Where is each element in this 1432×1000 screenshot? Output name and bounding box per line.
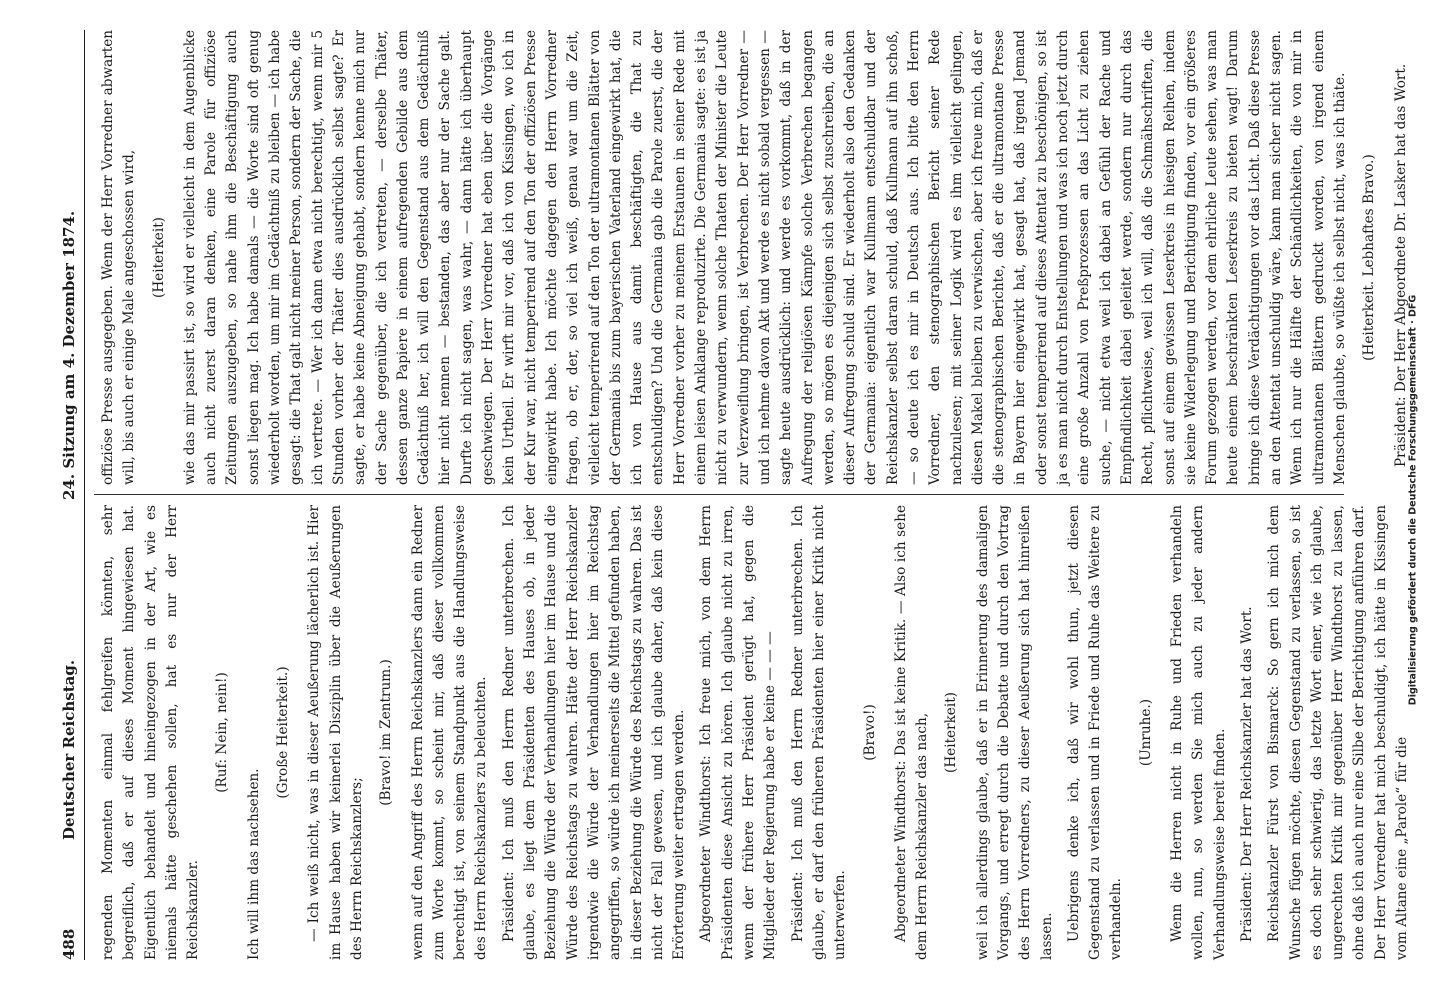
paragraph: wenn auf den Angriff des Herrn Reichskanzlers dann ein Redner zum Worte kommt, so scheint mir, daß dieser vollkommen berechtigt ist, von seinem Standpunkt aus die Handlungsweise des Herrn Reichskanzlers zu beleuchten. [409, 505, 490, 960]
column-divider [94, 494, 1344, 495]
paragraph: Abgeordneter Windthorst: Ich freue mich, von dem Herrn Präsidenten diese Ansicht zu hören. Ich glaube nicht zu irren, wenn der frühere Herr Präsident gerügt hat, gegen die Mitglieder der Regierung habe er keine — — — [698, 505, 779, 960]
interjection: (Bravo! im Zentrum.) [378, 659, 395, 806]
rotated-page [58, 30, 1411, 960]
interjection: (Ruf: Nein, nein!) [214, 672, 231, 793]
right-column [98, 30, 1409, 485]
interjection: (Heiterkeit. Lebhaftes Bravo.) [1361, 154, 1378, 361]
left-column [98, 505, 1411, 960]
interjection: (Heiterkeit) [943, 692, 960, 773]
digitization-credit: Digitalisierung gefördert durch die Deutsche Forschungsgemeinschaft · DFG [1407, 294, 1419, 706]
paragraph: weil ich allerdings glaube, daß er in Erinnerung des damaligen Vorgangs, und erregt durch die Debatte und durch den Vortrag des Herrn Vorredners, zu dieser Aeußerung sich hat hinreißen lassen. [974, 505, 1055, 960]
paragraph: wie das mir passirt ist, so wird er vielleicht in dem Augenblicke auch nicht zuerst daran denken, eine Parole für offiziöse Zeitungen auszugeben, so nahe ihm die Beschäftigung auch sonst liegen mag. Ich habe damals — die Worte sind oft genug wiederholt worden, um mir im Gedächtniß zu bleiben — ich habe gesagt: die That galt nicht meiner Person, sondern der Sache, die ich vertrete. — Wer ich dann etwa nicht berechtigt, wenn mir 5 Stunden vorher der Thäter dies ausdrücklich selbst sagte? Er sagte, er habe keine Abneigung gehabt, sondern kenne mich nur der Sache gegenüber, die ich vertreten, — derselbe Thäter, dessen ganze Papiere in einem aufregenden Gebilde aus dem Gedächtniß her, ich will den Gegenstand aus dem Gedächtniß hier nicht nennen — bestanden, das aber nur der Sache galt. Durfte ich nicht sagen, was wahr, — dann hätte ich überhaupt geschwiegen. Der Herr Vorredner hat eben über die Vorgänge kein Urtheil. Er wirft mir vor, daß ich von Kissingen, wo ich in der Kur war, nicht temperirend auf den Ton der offiziösen Presse eingewirkt habe. Ich möchte dagegen den Herrn Vorredner fragen, ob er, der, so viel ich weiß, genau war um die Zeit, vielleicht temperirend auf den Ton der ultramontanen Blätter von der Germania bis zum bayerischen Vaterland eingewirkt hat, die ich von Hause aus damit beschäftigten, die That zu entschuldigen? Und die Germania gab die Parole zuerst, die der Herr Vorredner vorher zu meinem Erstaunen in seiner Rede mit einem leisen Anklange reproduzirte. Die Germania sagte: es ist ja nicht zu verwundern, wenn solche Thaten der Minister die Leute zur Verzweiflung bringen, ist Verbrechen. Der Herr Vorredner — und ich nehme davon Akt und werde es nicht sobald vergessen — sagte heute ausdrücklich: und werde es vorkommt, daß in der Aufregung der religiösen Kämpfe solche Verbrechen begangen werden, so mögen es diejenigen sich selbst zuschreiben, die an dieser Aufregung schuld sind. Er wiederholt also den Gedanken der Germania: eigentlich war Kullmann entschuldbar und der Reichskanzler selbst daran schuld, daß Kullmann auf ihn schoß, — so deute ich es mir in Deutsch aus. Ich bitte den Herrn Vorredner, den stenographischen Bericht seiner Rede nachzulesen; mit seiner Logik wird es ihm vielleicht gelingen, diesen Makel bleiben zu verwischen, aber ich freue mich, daß er die stenographischen Berichte, daß er die ultramontane Presse in Bayern hier eingewirkt hat, gesagt hat, daß irgend Jemand oder sonst temperirend auf dieses Attentat zu beschönigen, so ist ja es man nicht durch Entstellungen und was ich noch jetzt durch eine große Anzahl von Preßprozessen an das Licht zu ziehen suche, — nicht etwa weil ich dabei an Gefühl der Rache und Empfindlichkeit dabei geleitet werde, sondern nur durch das Recht, pflichtweise, weil ich will, daß die Schmähschriften, die sonst auf einem gewissen Leserkreis in hiesigen Reihen, indem sie keine Widerlegung und Berichtigung finden, vor ein größeres Forum gezogen werden, vor dem ehrliche Leute sehen, was man heute einem beschränkten Leserkreis zu bieten wagt! Darum bringe ich diese Verdächtigungen vor das Licht. Daß diese Presse an den Attentat unschuldig wäre, kann man sicher nicht sagen. Wenn ich nur die Hälfte der Schändlichkeiten, die von mir in ultramontanen Blättern gedruckt worden, von irgend einem Menschen glaubte, so wüßte ich selbst nicht, was ich thäte. [181, 30, 1348, 485]
session-date: 24. Sitzung am 4. Dezember 1874. [60, 210, 78, 500]
page-number: 488 [60, 928, 78, 960]
paragraph: Reichskanzler Fürst von Bismarck: So gern ich mich dem Wunsche fügen möchte, diesen Gegenstand zu verlassen, so ist es doch sehr schwierig, das letzte Wort einer, wie ich glaube, ungerechten Kritik mir gegenüber Herr Windthorst zu lassen, ohne daß ich auch nur eine Silbe der Berichtigung anführen darf. Der Herr Vorredner hat mich beschuldigt, ich hätte in Kissingen vom Altane eine „Parole“ für die [1266, 505, 1411, 960]
paragraph: Präsident: Ich muß den Herrn Redner unterbrechen. Ich glaube, es liegt dem Präsidenten des Hauses ob, in jeder Beziehung die Würde der Verhandlungen hier im Hause und die Würde des Reichstags zu wahren. Hätte der Herr Reichskanzler irgendwie die Würde der Verhandlungen hier im Reichstag angegriffen, so würde ich meinerseits die Mittel gefunden haben, in dieser Beziehung die Würde des Reichstags zu wahren. Das ist nicht der Fall gewesen, und ich glaube daher, daß kein diese Erörterung weiter ertragen werden. [500, 505, 688, 960]
paragraph: Präsident: Der Herr Reichskanzler hat das Wort. [1238, 606, 1255, 942]
paragraph: Wenn die Herren nicht in Ruhe und Frieden verhandeln wollen, nun, so werden Sie mich auch zu jeder andern Verhandlungsweise bereit finden. [1169, 505, 1228, 960]
paragraph: Ich will ihm das nachsehen. [245, 768, 262, 960]
paragraph: Präsident: Der Herr Abgeordnete Dr. Lasker hat das Wort. [1392, 63, 1409, 467]
publication-title: Deutscher Reichstag. [60, 659, 78, 840]
interjection: (Unruhe.) [1137, 698, 1154, 767]
interjection: (Große Heiterkeit.) [275, 666, 292, 799]
interjection: (Bravo!) [861, 704, 878, 761]
paragraph: Präsident: Ich muß den Herrn Redner unterbrechen. Ich glaube, er darf den früheren Präsidenten hier einer Kritik nicht unterwerfen. [789, 505, 849, 960]
page-header [58, 30, 85, 960]
paragraph: Abgeordneter Windthorst: Das ist keine Kritik. — Also ich sehe dem Herrn Reichskanzler das nach, [892, 505, 931, 960]
interjection: (Heiterkeit) [150, 217, 167, 298]
paragraph: Uebrigens denke ich, daß wir wohl thun, jetzt diesen Gegenstand zu verlassen und in Friede und Ruhe das Weitere zu verhandeln. [1065, 505, 1125, 960]
paragraph: offiziöse Presse ausgegeben. Wenn der Herr Vorredner abwarten will, bis auch er einige Male angeschossen wird, [100, 30, 138, 485]
paragraph: regenden Momenten einmal fehlgreifen könnten, sehr begreiflich, daß er auf dieses Moment hingewiesen hat. Eigentlich behandelt und hineingezogen in der Art, wie es niemals hätte geschehen sollen, hat es nur der Herr Reichskanzler. [100, 505, 202, 960]
paragraph: — Ich weiß nicht, was in dieser Aeußerung lächerlich ist. Hier im Hause haben wir keinerlei Disziplin über die Aeußerungen des Herrn Reichskanzlers; [306, 505, 365, 960]
